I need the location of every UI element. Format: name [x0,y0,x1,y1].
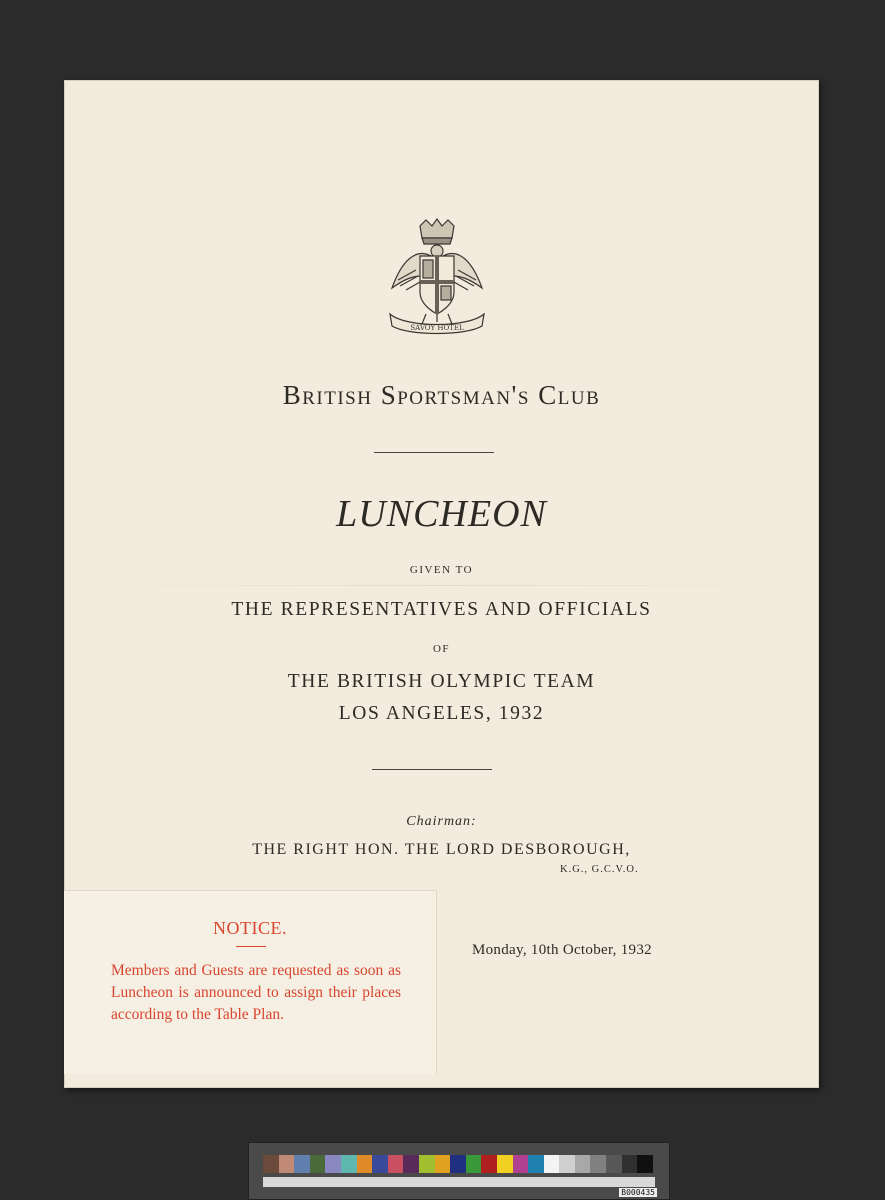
notice-divider [236,946,266,947]
color-patch [606,1155,622,1173]
chairman-label: Chairman: [406,814,477,829]
color-patch [575,1155,591,1173]
calibration-id: B000435 [621,1188,655,1197]
menu-card [64,80,819,1088]
color-calibration-strip [248,1142,670,1200]
color-patch [466,1155,482,1173]
color-patch [513,1155,529,1173]
color-patch [403,1155,419,1173]
color-patch [450,1155,466,1173]
color-patch [388,1155,404,1173]
color-patch [544,1155,560,1173]
color-patch [357,1155,373,1173]
color-patch [528,1155,544,1173]
club-name: British Sportsman's Club [282,380,601,410]
guests-line-3: LOS ANGELES, 1932 [338,703,545,724]
chairman-name: THE RIGHT HON. THE LORD DESBOROUGH, [252,841,631,858]
fold-line [64,585,819,586]
color-patch [481,1155,497,1173]
notice-title: NOTICE. [213,918,287,938]
color-patch [559,1155,575,1173]
divider-bottom [372,769,492,770]
notice-body: Members and Guests are requested as soon as Luncheon is announced to assign their places according to the Table Plan. [111,962,401,1023]
color-patch [435,1155,451,1173]
color-patch [294,1155,310,1173]
color-patch [372,1155,388,1173]
color-patch [622,1155,638,1173]
guests-line-1: THE REPRESENTATIVES AND OFFICIALS [231,599,652,620]
color-patch [325,1155,341,1173]
of-label: OF [432,643,451,655]
notice-slip [64,890,437,1074]
svg-text:SAVOY HOTEL: SAVOY HOTEL [410,324,464,332]
color-patch [590,1155,606,1173]
color-patch [279,1155,295,1173]
color-patch [419,1155,435,1173]
calibration-ruler [263,1177,655,1187]
chairman-honours: K.G., G.C.V.O. [560,864,639,875]
color-patch [341,1155,357,1173]
guests-line-2: THE BRITISH OLYMPIC TEAM [287,671,596,692]
color-patch [310,1155,326,1173]
divider-top [374,452,494,453]
event-title: LUNCHEON [336,493,547,535]
given-to-label: GIVEN TO [409,564,474,576]
event-date: Monday, 10th October, 1932 [472,942,652,958]
color-patch [497,1155,513,1173]
color-patches [263,1155,653,1173]
color-patch [263,1155,279,1173]
color-patch [637,1155,653,1173]
savoy-crest-icon [386,218,488,340]
